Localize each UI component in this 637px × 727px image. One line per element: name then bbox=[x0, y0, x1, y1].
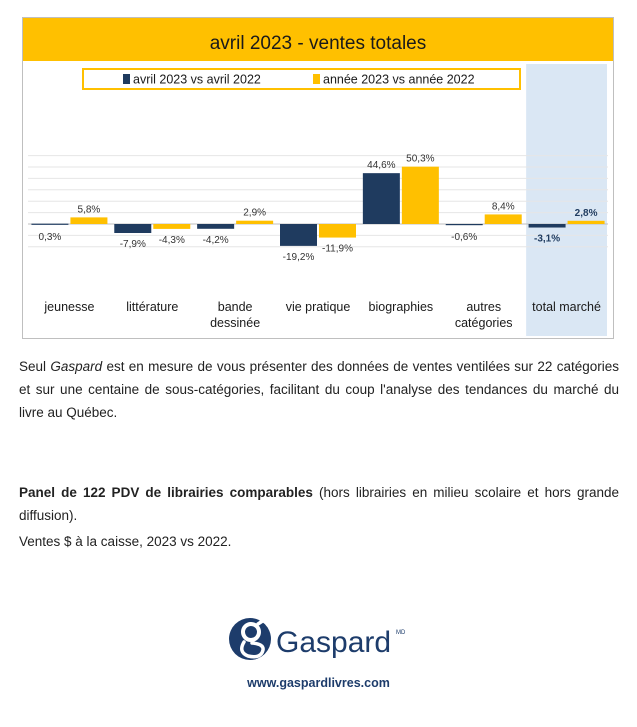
bar bbox=[31, 224, 68, 225]
gaspard-logo bbox=[228, 612, 418, 667]
bar bbox=[446, 224, 483, 225]
category-label: dessinée bbox=[210, 316, 261, 330]
panel-rest-text: (hors librairies en milieu scolaire et hors grande diffusion). bbox=[19, 485, 619, 523]
data-label: 5,8% bbox=[77, 204, 101, 216]
data-label: -4,2% bbox=[202, 234, 229, 246]
data-label: -11,9% bbox=[322, 243, 353, 255]
bar bbox=[236, 221, 273, 224]
legend-label: avril 2023 vs avril 2022 bbox=[133, 72, 261, 87]
data-label: 2,8% bbox=[574, 207, 598, 219]
category-label: vie pratique bbox=[285, 300, 351, 314]
bar bbox=[402, 167, 439, 224]
category-label: total marché bbox=[532, 300, 601, 314]
intro-brand: Gaspard bbox=[50, 359, 103, 374]
data-label: 44,6% bbox=[367, 160, 396, 172]
category-label: biographies bbox=[368, 300, 434, 314]
bar bbox=[153, 224, 190, 229]
panel-bold-text: Panel de 122 PDV de librairies comparables bbox=[19, 485, 313, 500]
data-label: 50,3% bbox=[406, 153, 435, 165]
bar bbox=[485, 214, 522, 224]
website-link[interactable]: www.gaspardlivres.com bbox=[247, 676, 390, 690]
category-label: littérature bbox=[126, 300, 179, 314]
chart bbox=[22, 17, 614, 339]
bar bbox=[114, 224, 151, 233]
logo-wordmark: Gaspard bbox=[276, 626, 392, 659]
category-label: autres bbox=[466, 300, 502, 314]
data-label: 2,9% bbox=[243, 207, 267, 219]
legend-swatch bbox=[313, 74, 320, 84]
bar bbox=[319, 224, 356, 238]
chart-title: avril 2023 - ventes totales bbox=[209, 33, 427, 54]
data-label: -4,3% bbox=[158, 234, 185, 246]
gaspard-g-logo-icon bbox=[229, 618, 271, 660]
highlight-background bbox=[526, 64, 607, 336]
bar bbox=[363, 173, 400, 224]
bar bbox=[568, 221, 605, 224]
chart-svg bbox=[23, 18, 613, 338]
sales-note: Ventes $ à la caisse, 2023 vs 2022. bbox=[19, 534, 232, 549]
bar bbox=[70, 217, 107, 224]
category-label: bande bbox=[217, 300, 253, 314]
category-label: jeunesse bbox=[44, 300, 95, 314]
data-label: 8,4% bbox=[491, 201, 515, 213]
data-label: 0,3% bbox=[38, 232, 62, 243]
panel-paragraph bbox=[19, 481, 619, 527]
data-label: -7,9% bbox=[119, 239, 146, 251]
logo-registered-mark: MD bbox=[396, 630, 406, 636]
data-label: -3,1% bbox=[534, 233, 561, 245]
bar bbox=[529, 224, 566, 228]
intro-text-1: Seul bbox=[19, 359, 51, 374]
data-label: -0,6% bbox=[451, 232, 478, 243]
intro-paragraph bbox=[19, 355, 619, 424]
legend-label: année 2023 vs année 2022 bbox=[323, 72, 475, 87]
bar bbox=[197, 224, 234, 229]
bar bbox=[280, 224, 317, 246]
legend-swatch bbox=[123, 74, 130, 84]
category-label: catégories bbox=[454, 316, 513, 330]
data-label: -19,2% bbox=[282, 251, 315, 263]
intro-text-2: est en mesure de vous présenter des données de ventes ventilées sur 22 catégories et sur une centaine de sous-catégories, facilitant du coup l'analyse des tendances du marché du livre au Québec. bbox=[19, 359, 619, 420]
